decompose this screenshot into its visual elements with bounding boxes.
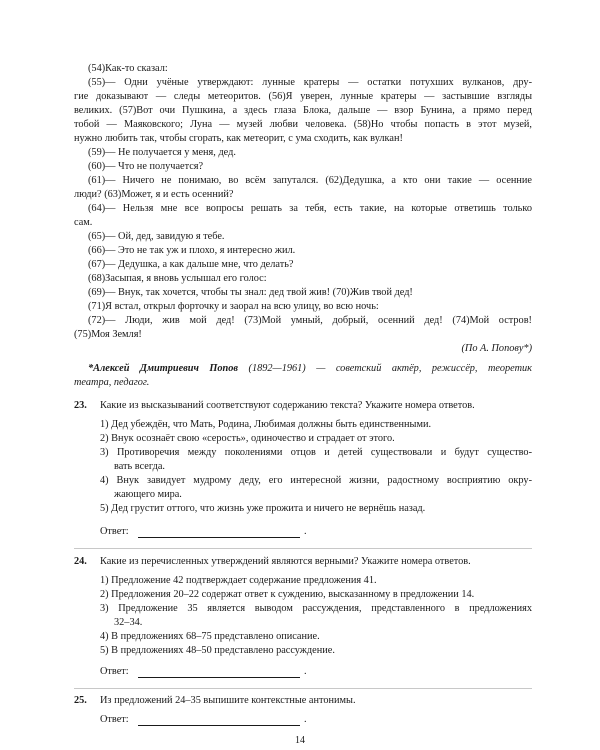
- text-line: (54)Как-то сказал:: [88, 63, 168, 74]
- text-line: (59)— Не получается у меня, дед.: [88, 147, 236, 158]
- question-25-number: 25.: [74, 695, 87, 706]
- attribution: (По А. Попову*): [461, 343, 532, 354]
- text-line: люди? (63)Может, я и есть осенний?: [74, 189, 234, 200]
- text-line: (60)— Что не получается?: [88, 161, 204, 172]
- question-23-prompt: Какие из высказываний соответствуют содержанию текста? Укажите номера ответов.: [100, 400, 475, 411]
- text-line: (69)— Внук, так хочется, чтобы ты знал: дед твой жив! (70)Жив твой дед!: [88, 287, 413, 298]
- q23-option-2: 2) Внук осознаёт свою «серость», одиночество и страдает от этого.: [100, 433, 395, 444]
- text-line: (72)— Люди, жив мой дед! (73)Мой умный, добрый, осенний дед! (74)Мой остров!: [88, 315, 532, 326]
- text-line: (61)— Ничего не понимаю, во всём запутался. (62)Дедушка, а кто они такие — осенние: [88, 175, 532, 186]
- text-line: (75)Моя Земля!: [74, 329, 142, 340]
- text-line: (71)Я встал, открыл форточку и заорал на всю улицу, во всю ночь:: [88, 301, 379, 312]
- q24-answer-field[interactable]: [138, 677, 300, 678]
- q23-option-4: 4) Внук завидует мудрому деду, его интересной жизни, радостному восприятию окру-: [100, 475, 532, 486]
- q23-option-4-cont: жающего мира.: [114, 489, 182, 500]
- question-23-number: 23.: [74, 400, 87, 411]
- text-line: (55)— Одни учёные утверждают: лунные кратеры — остатки потухших вулканов, дру-: [88, 77, 532, 88]
- text-line: (64)— Нельзя мне все вопросы решать за тебя, есть такие, на которые ответишь только: [88, 203, 532, 214]
- question-24-number: 24.: [74, 556, 87, 567]
- text-line: (65)— Ой, дед, завидую я тебе.: [88, 231, 225, 242]
- q24-answer-end: .: [304, 666, 307, 677]
- q24-option-3: 3) Предложение 35 является выводом рассуждения, представленного в предложениях: [100, 603, 532, 614]
- page-number: 14: [295, 735, 305, 746]
- footnote-rest: (1892—1961) — советский актёр, режиссёр, теоретик: [238, 363, 532, 374]
- text-line: тобой — Маяковского; Луна — музей любви человека. (58)Но чтобы попасть в этот музей,: [74, 119, 532, 130]
- q24-option-4: 4) В предложениях 68–75 представлено описание.: [100, 631, 320, 642]
- q23-answer-field[interactable]: [138, 537, 300, 538]
- text-line: нужно любить так, чтобы сгорать, как метеорит, с ума сходить, как вулкан!: [74, 133, 403, 144]
- q25-answer-label: Ответ:: [100, 714, 129, 725]
- divider: [74, 688, 532, 689]
- q23-option-3: 3) Противоречия между поколениями отцов и детей существовали и будут существо-: [100, 447, 532, 458]
- q23-answer-label: Ответ:: [100, 526, 129, 537]
- q25-answer-field[interactable]: [138, 725, 300, 726]
- divider: [74, 548, 532, 549]
- q24-answer-label: Ответ:: [100, 666, 129, 677]
- q23-option-3-cont: вать всегда.: [114, 461, 165, 472]
- footnote-author: *Алексей Дмитриевич Попов: [88, 363, 239, 374]
- text-line: (67)— Дедушка, а как дальше мне, что делать?: [88, 259, 294, 270]
- q23-option-5: 5) Дед грустит оттого, что жизнь уже прожита и ничего не вернёшь назад.: [100, 503, 426, 514]
- footnote-line-1: [88, 362, 532, 376]
- q25-answer-end: .: [304, 714, 307, 725]
- text-line: сам.: [74, 217, 93, 228]
- text-line: (68)Засыпая, я вновь услышал его голос:: [88, 273, 267, 284]
- question-24-prompt: Какие из перечисленных утверждений являются верными? Укажите номера ответов.: [100, 556, 471, 567]
- text-line: великих. (57)Вот очи Пушкина, а здесь глаза Блока, дальше — взор Бунина, а прямо перед: [74, 105, 532, 116]
- text-line: (66)— Это не так уж и плохо, я интересно жил.: [88, 245, 296, 256]
- q24-option-1: 1) Предложение 42 подтверждает содержание предложения 41.: [100, 575, 377, 586]
- footnote-line-2: театра, педагог.: [74, 377, 150, 388]
- q23-answer-end: .: [304, 526, 307, 537]
- q23-option-1: 1) Дед убеждён, что Мать, Родина, Любимая должны быть единственными.: [100, 419, 432, 430]
- text-line: гие доказывают — следы метеоритов. (56)Я уверен, лунные кратеры — застывшие взгляды: [74, 91, 532, 102]
- q24-option-2: 2) Предложения 20–22 содержат ответ к суждению, высказанному в предложении 14.: [100, 589, 475, 600]
- q24-option-5: 5) В предложениях 48–50 представлено рассуждение.: [100, 645, 335, 656]
- question-25-prompt: Из предложений 24–35 выпишите контекстные антонимы.: [100, 695, 356, 706]
- q24-option-3-cont: 32–34.: [114, 617, 143, 628]
